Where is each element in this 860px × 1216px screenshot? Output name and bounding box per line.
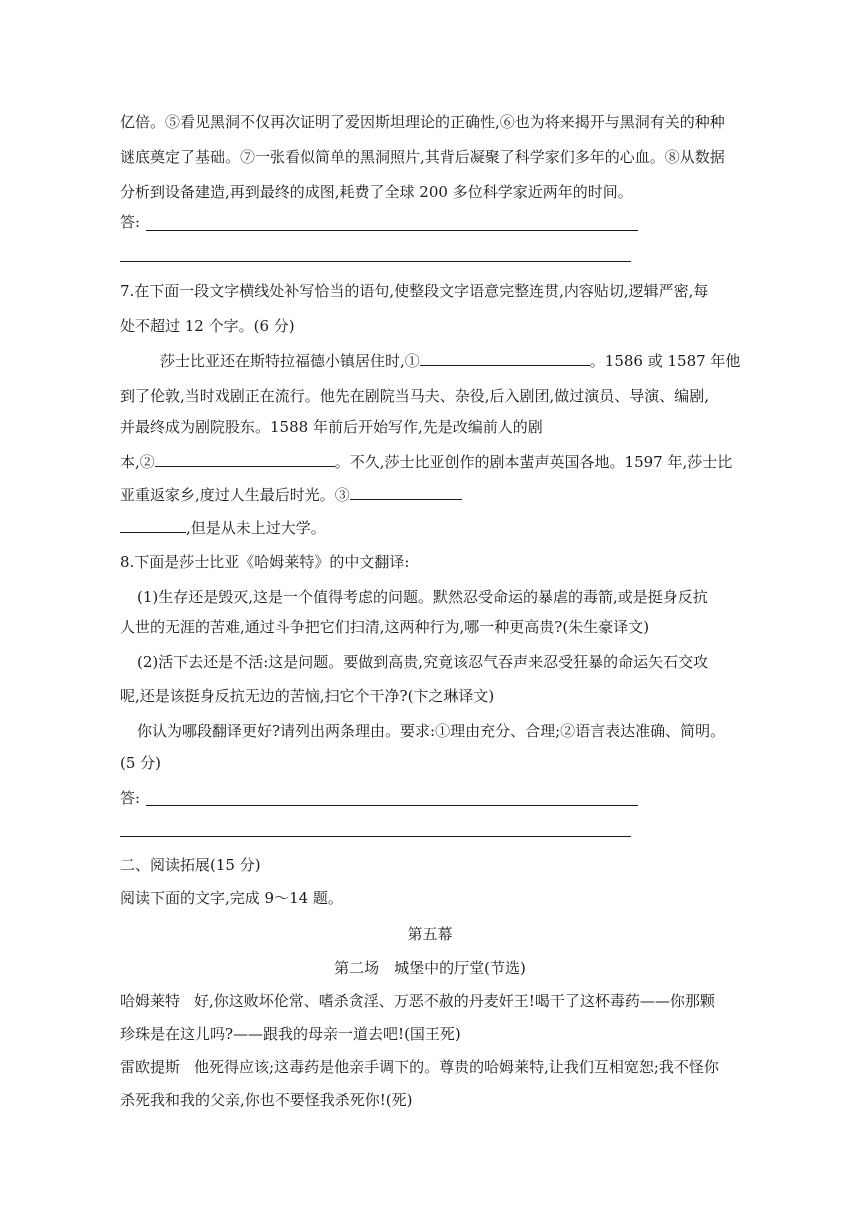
q7-paragraph-line: 并最终成为剧院股东。1588 年前后开始写作,先是改编前人的剧: [120, 418, 543, 436]
section-instruction: 阅读下面的文字,完成 9～14 题。: [120, 889, 343, 907]
q7-text: ,但是从未上过大学。: [186, 519, 326, 537]
fill-blank-1[interactable]: [420, 351, 590, 366]
q7-text: 亚重返家乡,度过人生最后时光。③: [120, 486, 350, 504]
translation-2-line: 呢,还是该挺身反抗无边的苦恼,扫它个干净?(卞之琳译文): [120, 687, 495, 705]
dialogue-text: 好,你这败坏伦常、嗜杀贪淫、万恶不赦的丹麦奸王!喝干了这杯毒药——你那颗: [194, 992, 715, 1010]
question-7-stem: 7.在下面一段文字横线处补写恰当的语句,使整段文字语意完整连贯,内容贴切,逻辑严密,每: [120, 282, 709, 300]
q7-paragraph-line: [120, 485, 462, 505]
fill-blank-3-continued[interactable]: [120, 518, 186, 533]
dialogue-line: [120, 991, 715, 1011]
q7-paragraph-line: [120, 518, 326, 538]
section-heading: 二、阅读拓展(15 分): [120, 856, 261, 874]
answer-line[interactable]: [120, 836, 631, 837]
translation-1-line: (1)生存还是毁灭,这是一个值得考虑的问题。默然忍受命运的暴虐的毒箭,或是挺身反抗: [137, 588, 708, 606]
question-8-stem: 8.下面是莎士比亚《哈姆莱特》的中文翻译:: [120, 553, 410, 571]
q7-text: 。1586 或 1587 年他: [589, 352, 741, 370]
translation-1-line: 人世的无涯的苦难,通过斗争把它们扫清,这两种行为,哪一种更高贵?(朱生豪译文): [120, 618, 650, 636]
answer-label: 答:: [120, 213, 141, 231]
q7-text: 本,②: [120, 453, 155, 471]
fill-blank-3[interactable]: [350, 485, 462, 500]
answer-line[interactable]: [120, 261, 631, 262]
passage-line: 谜底奠定了基础。⑦一张看似简单的黑洞照片,其背后凝聚了科学家们多年的心血。⑧从数据: [120, 148, 725, 166]
dialogue-line: 珍珠是在这儿吗?——跟我的母亲一道去吧!(国王死): [120, 1025, 461, 1043]
answer-label: 答:: [120, 789, 141, 807]
speaker-name: 哈姆莱特: [120, 992, 181, 1010]
q7-paragraph-line: 到了伦敦,当时戏剧正在流行。他先在剧院当马夫、杂役,后入剧团,做过演员、导演、编剧,: [120, 387, 710, 405]
question-7-stem: 处不超过 12 个字。(6 分): [120, 317, 295, 335]
q7-paragraph-line: [120, 452, 732, 472]
passage-line: 亿倍。⑤看见黑洞不仅再次证明了爱因斯坦理论的正确性,⑥也为将来揭开与黑洞有关的种种: [120, 113, 725, 131]
act-title: 第五幕: [407, 925, 453, 943]
scene-title: 第二场 城堡中的厅堂(节选): [334, 959, 526, 977]
fill-blank-2[interactable]: [155, 452, 335, 467]
dialogue-line: [120, 1057, 719, 1077]
answer-line[interactable]: [146, 230, 638, 231]
q7-text: 莎士比亚还在斯特拉福德小镇居住时,①: [160, 352, 420, 370]
q8-requirement: (5 分): [120, 754, 162, 772]
q7-text: 。不久,莎士比亚创作的剧本蜚声英国各地。1597 年,莎士比: [334, 453, 733, 471]
speaker-name: 雷欧提斯: [120, 1058, 181, 1076]
passage-line: 分析到设备建造,再到最终的成图,耗费了全球 200 多位科学家近两年的时间。: [120, 183, 633, 201]
dialogue-line: 杀死我和我的父亲,你也不要怪我杀死你!(死): [120, 1091, 413, 1109]
translation-2-line: (2)活下去还是不活:这是问题。要做到高贵,究竟该忍气吞声来忍受狂暴的命运矢石交攻: [137, 653, 709, 671]
q8-requirement: 你认为哪段翻译更好?请列出两条理由。要求:①理由充分、合理;②语言表达准确、简明。: [137, 722, 726, 740]
q7-paragraph-line: [160, 351, 740, 371]
answer-line[interactable]: [146, 805, 638, 806]
dialogue-text: 他死得应该;这毒药是他亲手调下的。尊贵的哈姆莱特,让我们互相宽恕;我不怪你: [194, 1058, 719, 1076]
